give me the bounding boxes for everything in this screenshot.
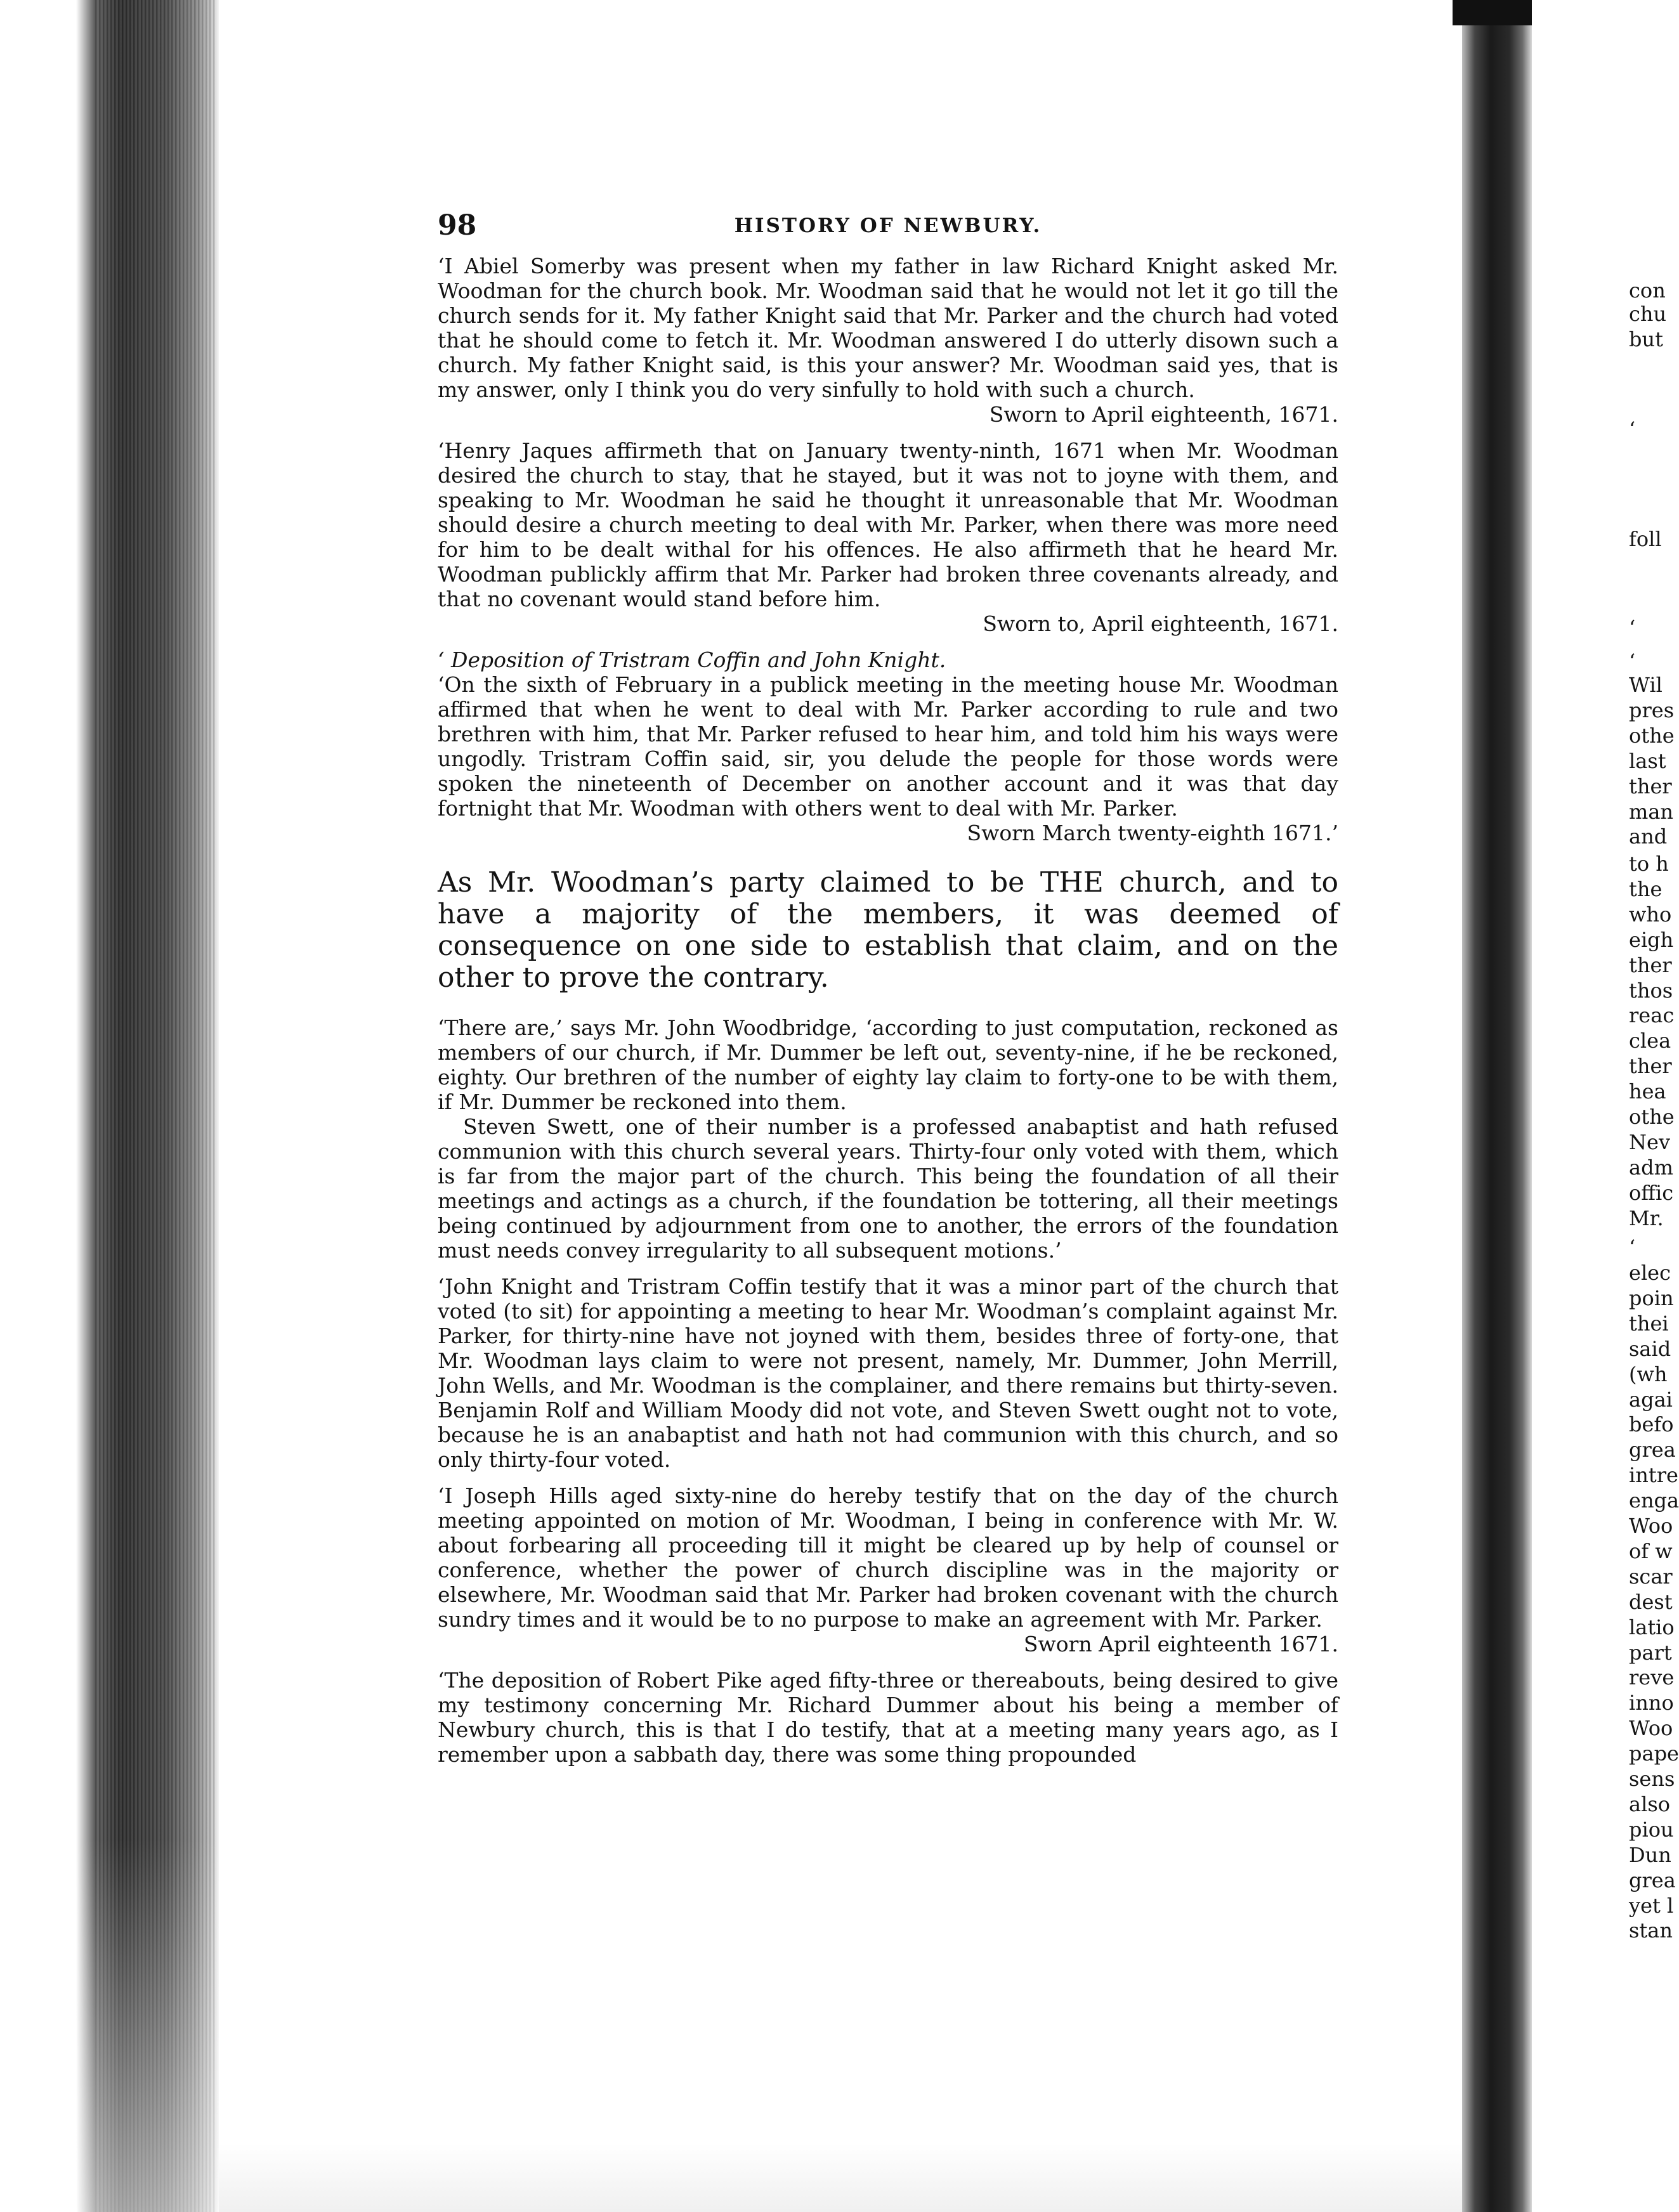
hills-sworn: Sworn April eighteenth 1671. (1023, 1632, 1338, 1656)
facing-page-fragment: to h (1629, 852, 1669, 876)
facing-page-fragment: dest (1629, 1589, 1673, 1614)
facing-page-fragment: but (1629, 327, 1663, 351)
facing-page-fragment: adm (1629, 1155, 1673, 1180)
facing-page-fragment: elec (1629, 1261, 1671, 1285)
facing-page-fragment: offic (1629, 1180, 1674, 1205)
facing-page-fragment: (wh (1629, 1362, 1668, 1386)
facing-page-fragment: grea (1629, 1438, 1676, 1462)
facing-page-fragment: Dun (1629, 1842, 1671, 1867)
knight-coffin-testimony: ‘John Knight and Tristram Coffin testify that it was a minor part of the church that voted (to sit) for appointing a meeting to hear Mr. Woodman’s complaint against Mr. Parker, for thirty-nine have not joyned with them, besides three of forty-one, that Mr. Woodman lays claim to were not present, namely, Mr. Dummer, John Merrill, John Wells, and Mr. Woodman is the complainer, and there remains but thirty-seven. Benjamin Rolf and William Moody did not vote, and Steven Swett ought not to vote, because he is an anabaptist and hath not had communion with this church, and so only thirty-four voted. (438, 1274, 1338, 1472)
facing-page-fragment: also (1629, 1792, 1670, 1816)
coffin-sworn: Sworn March twenty-eighth 1671.’ (967, 821, 1338, 845)
facing-page-fragment: latio (1629, 1615, 1675, 1639)
facing-page-fragment: who (1629, 902, 1672, 927)
facing-page-fragment: enga (1629, 1488, 1679, 1513)
facing-page-fragment: ‘ (1629, 649, 1636, 673)
facing-page-fragment: poin (1629, 1285, 1674, 1310)
hills-testimony (438, 1483, 1338, 1656)
pike-deposition: ‘The deposition of Robert Pike aged fifty-three or thereabouts, being desired to give my testimony concerning Mr. Richard Dummer about his being a member of Newbury church, this is that I do testify, that at a meeting many years ago, as I remember upon a sabbath day, there was some thing propounded (438, 1668, 1338, 1767)
facing-page-fragment: stan (1629, 1918, 1673, 1943)
facing-page-fragment: ther (1629, 1054, 1672, 1079)
jaques-text: ‘Henry Jaques affirmeth that on January twenty-ninth, 1671 when Mr. Woodman desired the church to stay, that he stayed, but it was not to joyne with them, and speaking to Mr. Woodman he said he thought it unreasonable that Mr. Woodman should desire a church meeting to deal with Mr. Parker, when there was more need for him to be dealt withal for his offences. He also affirmeth that he heard Mr. Woodman publickly affirm that Mr. Parker had broken three covenants already, and that no covenant would stand before him. (438, 438, 1338, 611)
coffin-text: ‘On the sixth of February in a publick meeting in the meeting house Mr. Woodman affirmed that when he went to deal with Mr. Parker according to rule and two brethren with him, that Mr. Parker refused to hear him, and told him his ways were ungodly. Tristram Coffin said, sir, you delude the people for those words were spoken the nineteenth of December on another account and it was that day fortnight that Mr. Woodman with others went to deal with Mr. Parker. (438, 672, 1338, 821)
facing-page-fragment: pape (1629, 1741, 1679, 1766)
facing-page-fragment: scar (1629, 1564, 1673, 1589)
edge-fade (76, 1839, 222, 2212)
narrative-paragraph: As Mr. Woodman’s party claimed to be THE church, and to have a majority of the members, it was deemed of consequence on one side to establish that claim, and on the other to prove the contrary. (438, 866, 1338, 994)
book-gutter (1462, 0, 1532, 2212)
facing-page-fragment: man (1629, 799, 1674, 824)
coffin-heading: ‘ Deposition of Tristram Coffin and John Knight. (438, 647, 946, 672)
facing-page-fragment: pres (1629, 698, 1675, 722)
facing-page-fragment: agai (1629, 1387, 1673, 1412)
facing-page-fragment: ‘ (1629, 1235, 1636, 1260)
facing-page-fragment: befo (1629, 1412, 1674, 1437)
somerby-sworn: Sworn to April eighteenth, 1671. (989, 402, 1338, 427)
facing-page-fragment: Nev (1629, 1129, 1671, 1154)
facing-page-fragment: the (1629, 876, 1663, 901)
facing-page-fragment: ther (1629, 953, 1672, 977)
facing-page-fragment: Woo (1629, 1716, 1673, 1741)
facing-page-fragment: Woo (1629, 1514, 1673, 1539)
facing-page-fragment: inno (1629, 1691, 1674, 1715)
coffin-deposition (438, 647, 1338, 845)
facing-page-fragment: con (1629, 278, 1666, 303)
facing-page-fragment: foll (1629, 526, 1662, 551)
facing-page-fragment: sens (1629, 1767, 1675, 1792)
jaques-deposition (438, 438, 1338, 636)
woodbridge-statement: ‘There are,’ says Mr. John Woodbridge, ‘according to just computation, reckoned as members of our church, if Mr. Dummer be left out, seventy-nine, if he be reckoned, eighty. Our brethren of the number of eighty lay claim to forty-one to be with them, if Mr. Dummer be reckoned into them. (438, 1015, 1338, 1114)
facing-page-fragment: ther (1629, 774, 1672, 798)
page-header (438, 209, 1338, 254)
book-page (438, 209, 1338, 1767)
facing-page-fragment: chu (1629, 301, 1667, 326)
facing-page-fragment: reve (1629, 1665, 1675, 1690)
somerby-deposition (438, 254, 1338, 427)
somerby-text: ‘I Abiel Somerby was present when my father in law Richard Knight asked Mr. Woodman for the church book. Mr. Woodman said that he would not let it go till the church sends for it. My father Knight said that Mr. Parker and the church had voted that he should come to fetch it. Mr. Woodman answered I do utterly disown such a church. My father Knight said, is this your answer? Mr. Woodman said yes, that is my answer, only I think you do very sinfully to hold with such a church. (438, 254, 1338, 402)
swett-statement: Steven Swett, one of their number is a professed anabaptist and hath refused communion with this church several years. Thirty-four only voted with them, which is far from the major part of the church. This being the foundation of all their meetings and actings as a church, if the foundation be tottering, all their meetings being continued by adjournment from one to another, the errors of the foundation must needs convey irregularity to all subsequent motions.’ (438, 1114, 1338, 1263)
facing-page-fragment: ‘ (1629, 417, 1636, 442)
jaques-sworn: Sworn to, April eighteenth, 1671. (983, 611, 1338, 636)
gutter-top-shadow (1453, 0, 1541, 25)
running-head: HISTORY OF NEWBURY. (734, 214, 1042, 237)
facing-page-fragment: clea (1629, 1029, 1671, 1053)
facing-page-fragment: grea (1629, 1868, 1676, 1892)
facing-page-fragment: reac (1629, 1003, 1675, 1028)
page-number: 98 (438, 209, 477, 242)
facing-page-fragment: piou (1629, 1817, 1674, 1842)
facing-page-fragment: and (1629, 824, 1668, 849)
hills-text: ‘I Joseph Hills aged sixty-nine do hereby testify that on the day of the church meeting appointed on motion of Mr. Woodman, I being in conference with Mr. W. about forbearing all proceeding till it might be cleared up by help of counsel or conference, whether the power of church discipline was in the majority or elsewhere, Mr. Woodman said that Mr. Parker had broken covenant with the church sundry times and it would be to no purpose to make an agreement with Mr. Parker. (438, 1483, 1338, 1632)
facing-page-fragment: hea (1629, 1079, 1666, 1104)
facing-page-fragment: of w (1629, 1539, 1673, 1563)
facing-page-fragment: thos (1629, 978, 1673, 1003)
facing-page-fragment: intre (1629, 1463, 1678, 1488)
facing-page-fragment: yet l (1629, 1893, 1674, 1918)
facing-page-fragment: thei (1629, 1311, 1669, 1336)
facing-page-fragment: othe (1629, 723, 1675, 748)
facing-page-fragment: said (1629, 1336, 1671, 1361)
facing-page-fragment: eigh (1629, 927, 1674, 952)
facing-page-fragment: ‘ (1629, 615, 1636, 640)
facing-page-fragment: part (1629, 1640, 1672, 1665)
facing-page-fragment: Mr. (1629, 1206, 1664, 1230)
facing-page-fragment: Wil (1629, 673, 1663, 698)
page-bottom-shade (219, 2144, 1462, 2212)
facing-page-fragment: last (1629, 748, 1666, 773)
facing-page-fragment: othe (1629, 1105, 1675, 1129)
